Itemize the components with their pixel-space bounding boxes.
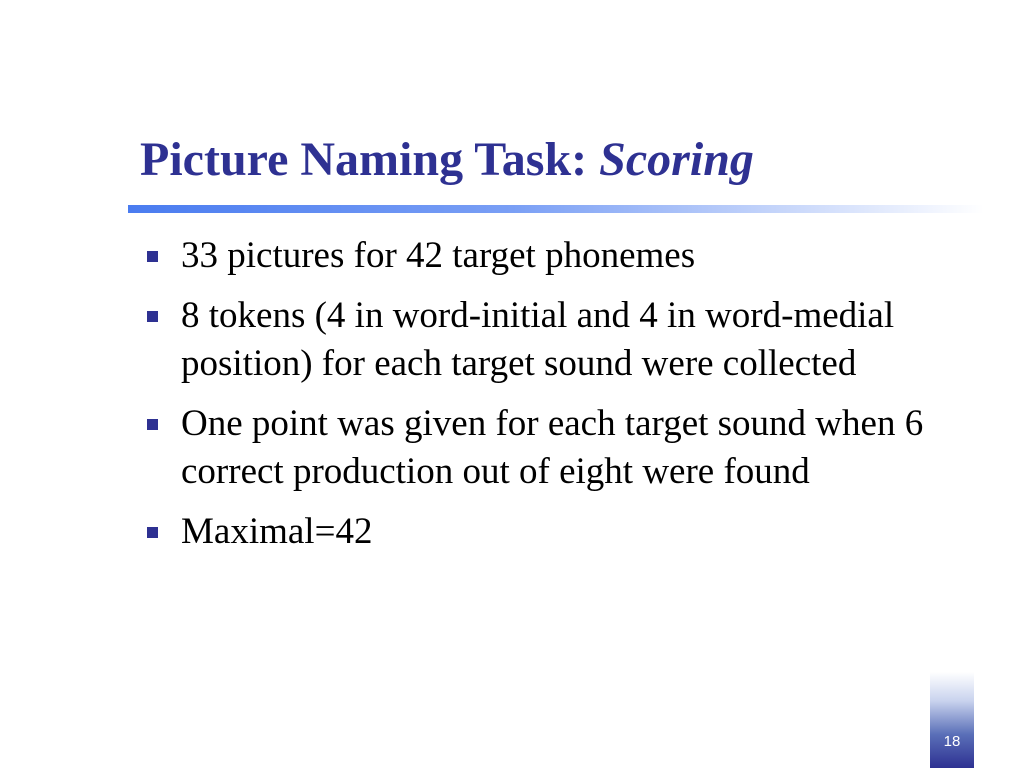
bullet-text: 8 tokens (4 in word-initial and 4 in word-medial position) for each target sound were collected [181, 295, 895, 384]
bullet-text: Maximal=42 [181, 511, 373, 552]
bullet-text: 33 pictures for 42 target phonemes [181, 235, 696, 276]
bullet-item [145, 508, 990, 556]
title-main: Picture Naming Task: [140, 133, 600, 186]
page-number: 18 [943, 733, 961, 750]
page-number-tab [930, 672, 974, 768]
bullet-item [145, 400, 990, 496]
bullet-text: One point was given for each target sound when 6 correct production out of eight were found [181, 403, 924, 492]
square-bullet-icon [147, 419, 158, 430]
bullet-item [145, 292, 990, 388]
square-bullet-icon [147, 311, 158, 322]
title-emphasis: Scoring [599, 133, 754, 186]
square-bullet-icon [147, 527, 158, 538]
bullet-item [145, 232, 990, 280]
slide-title [140, 128, 754, 192]
square-bullet-icon [147, 251, 158, 262]
bullet-list [145, 232, 990, 568]
title-underline-rule [128, 205, 984, 213]
